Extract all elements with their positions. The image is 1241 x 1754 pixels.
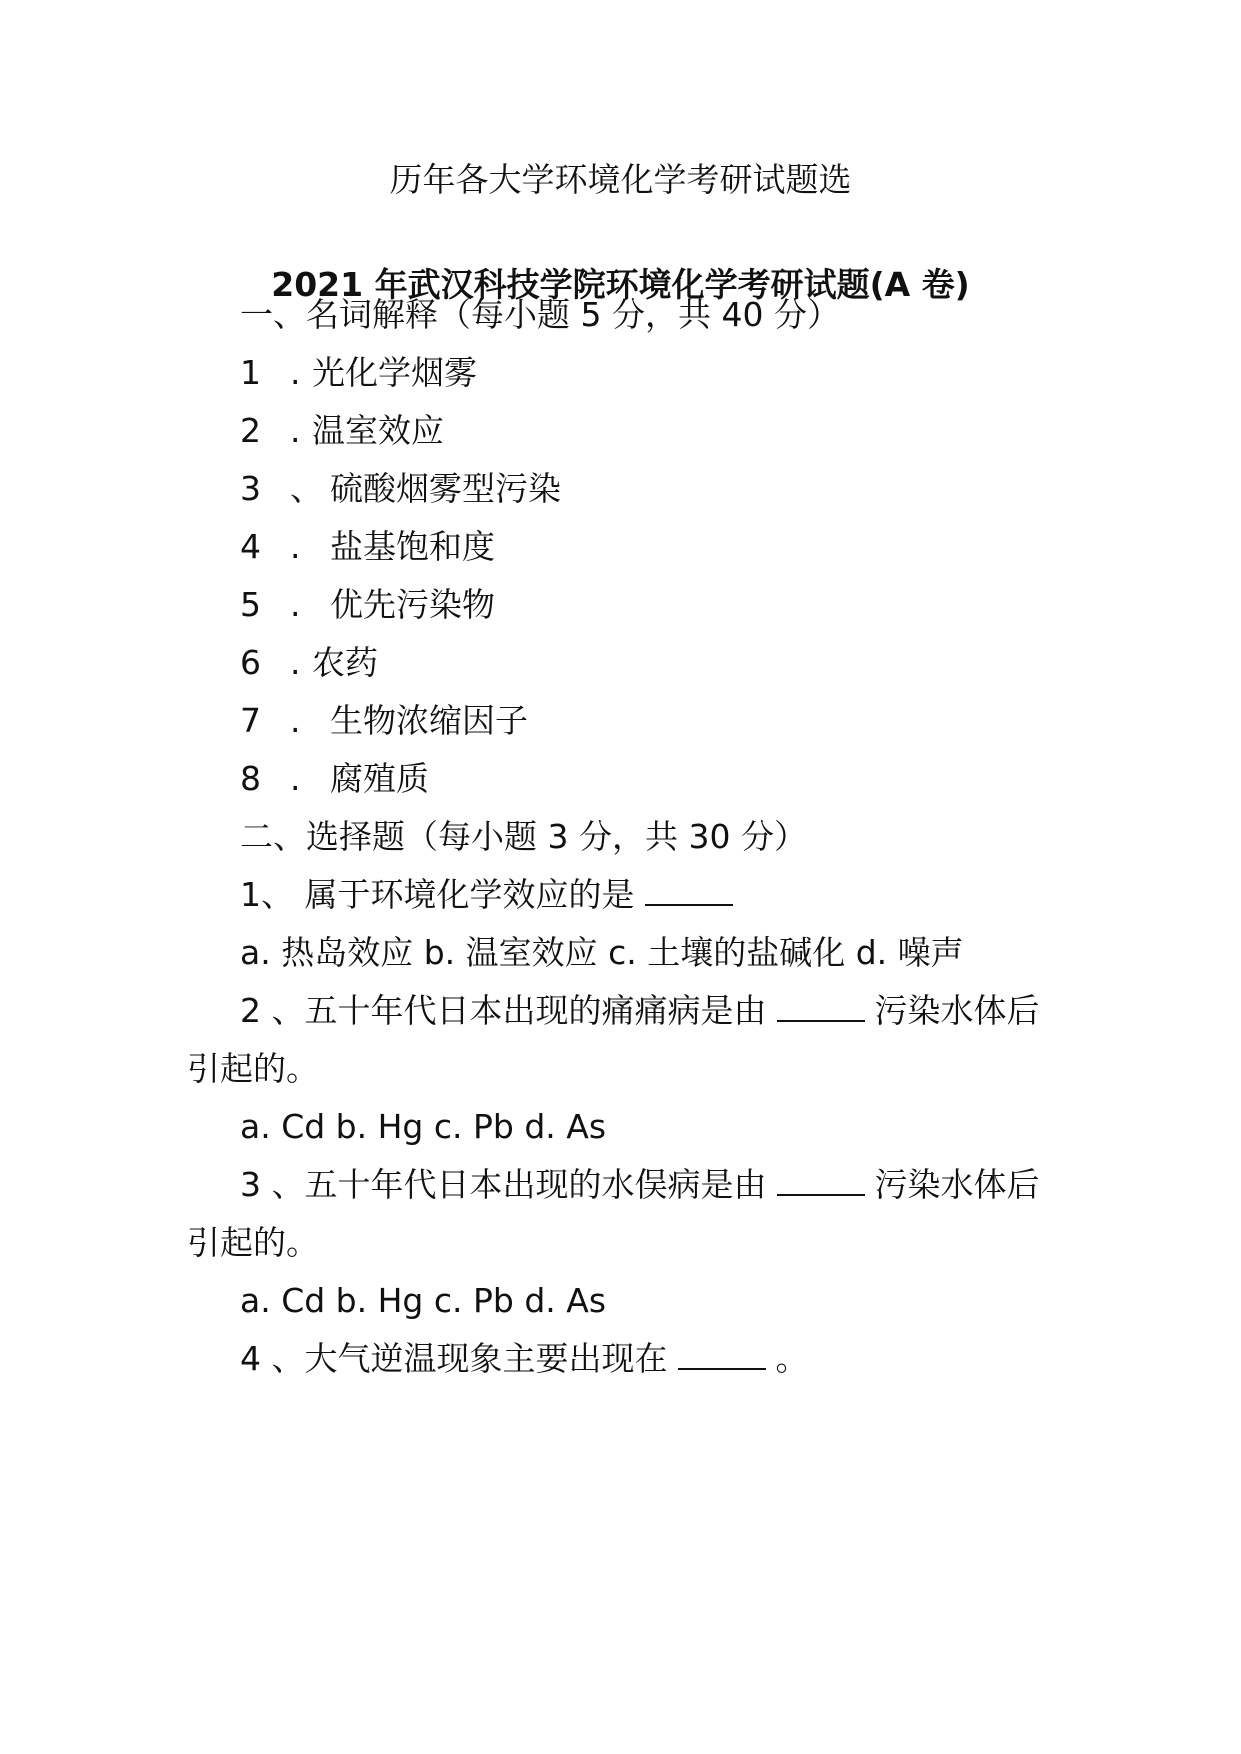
question-2-continuation: 引起的。	[187, 1049, 319, 1088]
term-item	[240, 759, 429, 799]
term-separator: .	[290, 353, 301, 392]
term-item	[240, 469, 561, 509]
term-number: 6	[240, 643, 261, 682]
term-number: 2	[240, 411, 261, 450]
question-3-options: a. Cd b. Hg c. Pb d. As	[240, 1281, 607, 1320]
question-stem: 2 、五十年代日本出现的痛痛病是由	[240, 991, 767, 1030]
term-item	[240, 701, 528, 741]
answer-blank	[777, 992, 865, 1022]
term-separator: .	[290, 701, 301, 740]
term-separator: .	[290, 585, 301, 624]
answer-blank	[777, 1166, 865, 1196]
question-1	[240, 875, 743, 915]
question-3-continuation: 引起的。	[187, 1223, 319, 1262]
question-stem: 4 、大气逆温现象主要出现在	[240, 1339, 668, 1378]
question-stem: 1、 属于环境化学效应的是	[240, 875, 635, 914]
question-3	[240, 1165, 1040, 1205]
question-2	[240, 991, 1040, 1031]
term-text: 优先污染物	[330, 585, 495, 624]
term-number: 1	[240, 353, 261, 392]
section2-heading: 二、选择题（每小题 3 分，共 30 分）	[240, 817, 807, 856]
question-stem: 3 、五十年代日本出现的水俣病是由	[240, 1165, 767, 1204]
term-number: 7	[240, 701, 261, 740]
term-text: 农药	[312, 643, 378, 682]
exam-subtitle: 2021 年武汉科技学院环境化学考研试题(A 卷)	[271, 265, 970, 304]
term-text: 生物浓缩因子	[330, 701, 528, 740]
term-number: 4	[240, 527, 261, 566]
term-item	[240, 585, 495, 625]
term-item	[240, 411, 444, 451]
term-item	[240, 527, 495, 567]
term-separator: 、	[290, 469, 323, 508]
term-text: 光化学烟雾	[312, 353, 477, 392]
term-item	[240, 643, 378, 683]
term-text: 硫酸烟雾型污染	[330, 469, 561, 508]
question-stem-tail: 污染水体后	[874, 991, 1040, 1030]
section1-heading: 一、名词解释（每小题 5 分，共 40 分）	[240, 295, 840, 334]
term-text: 腐殖质	[330, 759, 429, 798]
term-number: 5	[240, 585, 261, 624]
term-separator: .	[290, 759, 301, 798]
question-stem-tail: 。	[775, 1339, 809, 1378]
term-number: 8	[240, 759, 261, 798]
answer-blank	[678, 1340, 766, 1370]
answer-blank	[645, 876, 733, 906]
question-stem-tail: 污染水体后	[874, 1165, 1040, 1204]
question-4	[240, 1339, 809, 1379]
term-text: 温室效应	[312, 411, 444, 450]
question-2-options: a. Cd b. Hg c. Pb d. As	[240, 1107, 607, 1146]
term-number: 3	[240, 469, 261, 508]
question-1-options: a. 热岛效应 b. 温室效应 c. 土壤的盐碱化 d. 噪声	[240, 933, 964, 972]
term-separator: .	[290, 527, 301, 566]
term-separator: .	[290, 411, 301, 450]
term-separator: .	[290, 643, 301, 682]
term-item	[240, 353, 477, 393]
document-title: 历年各大学环境化学考研试题选	[389, 160, 852, 199]
term-text: 盐基饱和度	[330, 527, 495, 566]
